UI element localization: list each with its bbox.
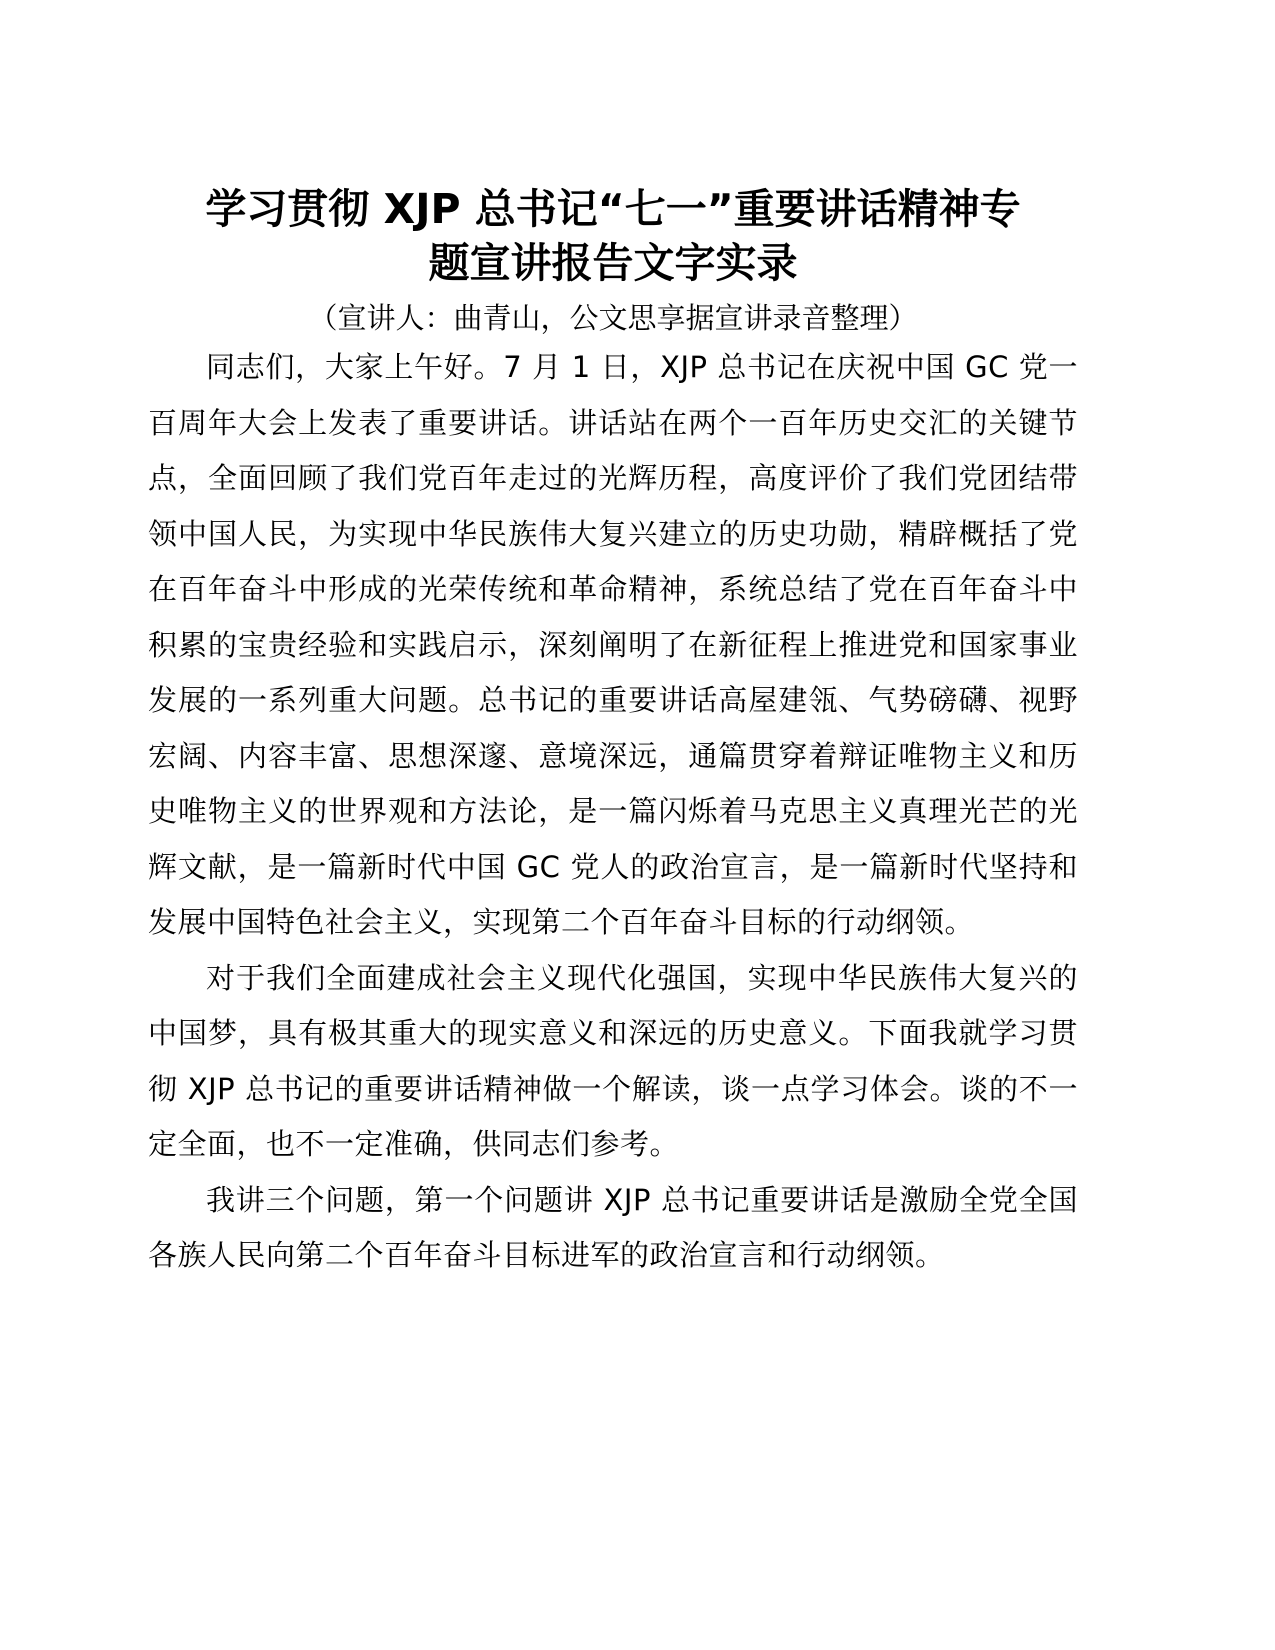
title-line-2: 题宣讲报告文字实录 xyxy=(428,239,798,287)
title-line-1: 学习贯彻 XJP 总书记“七一”重要讲话精神专 xyxy=(205,185,1021,233)
body-paragraph-1: 同志们，大家上午好。7 月 1 日，XJP 总书记在庆祝中国 GC 党一百周年大会上发表了重要讲话。讲话站在两个一百年历史交汇的关键节点，全面回顾了我们党百年走过的光辉历程，高度评价了我们党团结带领中国人民，为实现中华民族伟大复兴建立的历史功勋，精辟概括了党在百年奋斗中形成的光荣传统和革命精神，系统总结了党在百年奋斗中积累的宝贵经验和实践启示，深刻阐明了在新征程上推进党和国家事业发展的一系列重大问题。总书记的重要讲话高屋建瓴、气势磅礴、视野宏阔、内容丰富、思想深邃、意境深远，通篇贯穿着辩证唯物主义和历史唯物主义的世界观和方法论，是一篇闪烁着马克思主义真理光芒的光辉文献，是一篇新时代中国 GC 党人的政治宣言，是一篇新时代坚持和发展中国特色社会主义，实现第二个百年奋斗目标的行动纲领。 xyxy=(148,350,1078,939)
speaker-note: （宣讲人：曲青山，公文思享据宣讲录音整理） xyxy=(308,301,918,335)
body-paragraph-2: 对于我们全面建成社会主义现代化强国，实现中华民族伟大复兴的中国梦，具有极其重大的现实意义和深远的历史意义。下面我就学习贯彻 XJP 总书记的重要讲话精神做一个解读，谈一点学习体会。谈的不一定全面，也不一定准确，供同志们参考。 xyxy=(148,960,1078,1161)
document-page xyxy=(148,182,1078,1284)
body-paragraph-3: 我讲三个问题，第一个问题讲 XJP 总书记重要讲话是激励全党全国各族人民向第二个百年奋斗目标进军的政治宣言和行动纲领。 xyxy=(148,1182,1078,1272)
document-title xyxy=(148,182,1078,290)
